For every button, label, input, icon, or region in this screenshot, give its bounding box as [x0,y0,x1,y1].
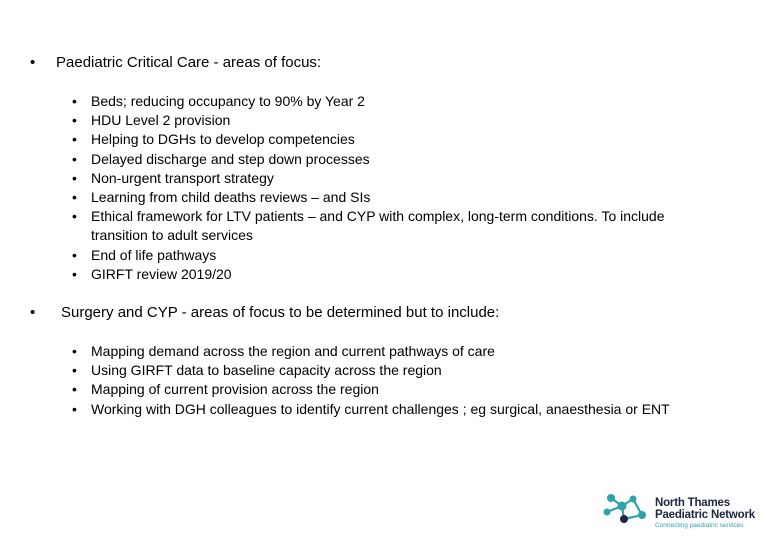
bullet: • [72,112,77,129]
list-item-text: Non-urgent transport strategy [91,169,274,186]
list-item [72,400,712,419]
list-item [72,265,712,284]
logo-tagline: Connecting paediatric services [655,522,744,529]
logo-line2: Paediatric Network [655,509,755,521]
list-item-text: Beds; reducing occupancy to 90% by Year 2 [91,93,365,109]
logo-title [655,497,755,521]
list-item-text: Ethical framework for LTV patients – and CYP with complex, long-term conditions. To include transition to adult services [91,208,665,244]
list-item [72,169,712,188]
list-item [72,246,712,265]
list-item-text: Using GIRFT data to baseline capacity across the region [91,362,442,379]
bullet: • [72,93,77,109]
list-item-text: GIRFT review 2019/20 [91,265,232,282]
list-item [72,150,712,169]
list-item-text: Delayed discharge and step down processes [91,150,370,167]
network-logo [602,490,772,530]
list-item [72,207,712,245]
bullet: • [72,265,77,282]
critical-care-list [72,92,712,284]
bullet: • [30,304,36,321]
list-item-text: HDU Level 2 provision [91,112,231,129]
list-item-text: Mapping demand across the region and current pathways of care [91,343,495,359]
list-item-text: Learning from child deaths reviews – and SIs [91,189,371,206]
section-heading: Surgery and CYP - areas of focus to be determined but to include: [61,304,500,321]
list-item-text: Working with DGH colleagues to identify current challenges ; eg surgical, anaesthesia or ENT [91,400,670,417]
list-item [72,92,712,111]
bullet: • [72,169,77,186]
bullet: • [72,246,77,263]
bullet: • [72,208,77,225]
list-item [72,188,712,207]
list-item-text: Mapping of current provision across the region [91,381,379,398]
bullet: • [72,381,77,398]
bullet: • [72,362,77,379]
logo-line1: North Thames [655,497,730,509]
surgery-list [72,342,712,419]
molecule-network-icon [602,490,652,530]
bullet: • [30,54,36,71]
bullet: • [72,189,77,206]
list-item-text: Helping to DGHs to develop competencies [91,131,355,148]
list-item [72,342,712,361]
list-item [72,130,712,149]
bullet: • [72,131,77,148]
list-item [72,361,712,380]
bullet: • [72,150,77,167]
section-heading: Paediatric Critical Care - areas of focus: [56,54,322,71]
list-item [72,111,712,130]
bullet: • [72,400,77,417]
list-item-text: End of life pathways [91,246,217,263]
list-item [72,380,712,399]
bullet: • [72,343,77,359]
